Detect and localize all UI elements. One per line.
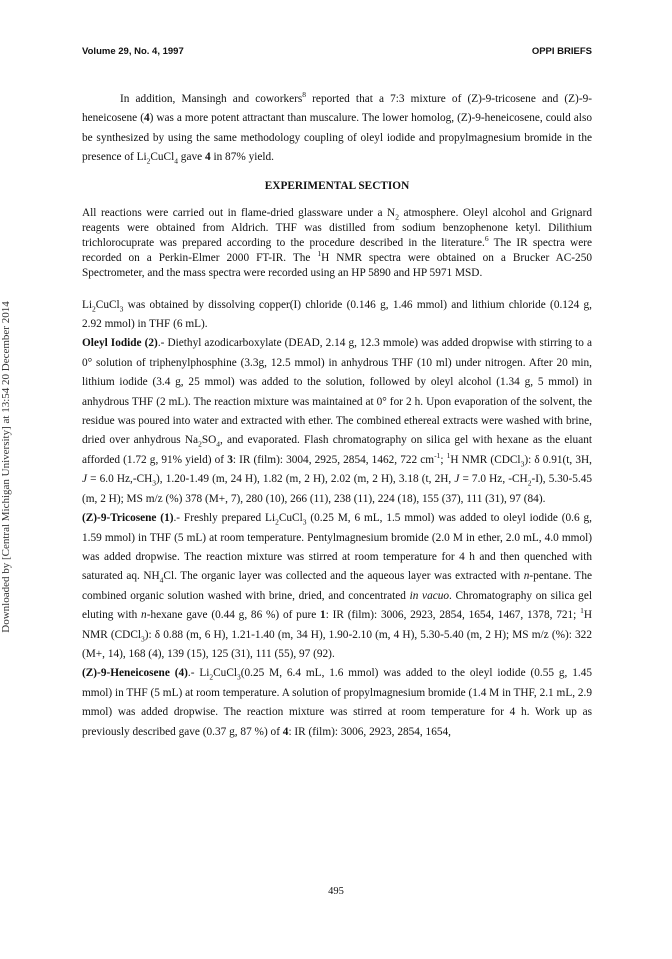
page-number: 495 <box>328 886 344 897</box>
journal-volume: Volume 29, No. 4, 1997 <box>82 46 184 57</box>
download-sidebar <box>0 0 14 959</box>
running-header <box>82 46 592 60</box>
intro-paragraph: In addition, Mansingh and coworkers$^8$ reported that a 7:3 mixture of (Z)-9-tricosene and (Z)-9-heneicosene (4) was a more potent attractant than muscalure. The lower homolog, (Z)-9-heneicosene, could also be synthesized by using the same methodology coupling of oleyl iodide and propylmagnesium bromide in the presence of $Li_2CuCl_4$ gave 4 in 87% yield. <box>82 90 592 166</box>
journal-section: OPPI BRIEFS <box>531 46 592 57</box>
oleyl-iodide-paragraph: Oleyl Iodide (2).- Diethyl azodicarboxylate (DEAD, 2.14 g, 12.3 mmole) was added dropwise with stirring to a 0° solution of triphenylphosphine (3.3g, 12.5 mmol) in anhydrous THF (10 ml) under nitrogen. After 20 min, lithium iodide (3.4 g, 25 mmol) was added to the solution, followed by oleyl alcohol (1.34 g, 5 mmol) in anhydrous THF (2 mL). The reaction mixture was maintained at 0° for 2 h. Upon evaporation of the solvent, the residue was poured into water and extracted with ether. The combined ethereal extracts were washed with brine, dried over anhydrous $Na_2SO_4$, and evaporated. Flash chromatography on silica gel with hexane as the eluant afforded (1.72 g, 91% yield) of 3: IR (film): 3004, 2925, 2854, 1462, 722 $cm^{-1}$; $^1$H NMR (CDCl$_3$): δ 0.91(t, 3H, J = 6.0 $Hz,-CH_3$), 1.20-1.49 (m, 24 H), 1.82 (m, 2 H), 2.02 (m, 2 H), 3.18 (t, 2H, J = 7.0 Hz, $-CH_2-I$), 5.30-5.45 (m, 2 H); MS m/z (%) 378 (M+, 7), 280 (10), 266 (11), 238 (11), 224 (18), 155 (37), 111 (31), 97 (84). <box>82 337 593 505</box>
oleyl-iodide-heading: Oleyl Iodide (2) <box>82 337 158 350</box>
heneicosene-heading: (Z)-9-Heneicosene (4) <box>82 667 188 680</box>
article-body <box>82 90 592 742</box>
heneicosene-paragraph: (Z)-9-Heneicosene (4).- $Li_2CuCl_3(0.25$ M, 6.4 mL, 1.6 mmol) was added to the oleyl iodide (0.55 g, 1.45 mmol) in THF (5 mL) at room temperature. A solution of propylmagnesium bromide (1.4 M in THF, 2.1 mL, 2.9 mmol) was added dropwise. The reaction mixture was stirred at room temperature for 4 h. Work up as previously described gave (0.37 g, 87 %) of 4: IR (film): 3006, 2923, 2854, 1654, <box>82 667 592 738</box>
download-note: Downloaded by [Central Michigan University] at 13:54 20 December 2014 <box>0 301 12 633</box>
general-methods-paragraph: All reactions were carried out in flame-dried glassware under a $N_2$ atmosphere. Oleyl alcohol and Grignard reagents were obtained from Aldrich. THF was distilled from sodium benzophenone ketyl. Dilithium trichlorocuprate was prepared according to the procedure described in the literature.$^6$ The IR spectra were recorded on a Perkin-Elmer 2000 FT-IR. The $^1$H NMR spectra were obtained on a Brucker AC-250 Spectrometer, and the mass spectra were recorded using an HP 5890 and HP 5971 MSD. <box>82 206 592 280</box>
cuprate-paragraph: $Li_2CuCl_3$ was obtained by dissolving copper(I) chloride (0.146 g, 1.46 mmol) and lithium chloride (0.124 g, 2.92 mmol) in THF (6 mL). <box>82 298 592 331</box>
tricosene-heading: (Z)-9-Tricosene (1) <box>82 512 174 525</box>
section-heading: EXPERIMENTAL SECTION <box>264 179 410 192</box>
tricosene-paragraph: (Z)-9-Tricosene (1).- Freshly prepared $Li_2CuCl_3$ (0.25 M, 6 mL, 1.5 mmol) was added to oleyl iodide (0.6 g, 1.59 mmol) in THF (5 mL) at room temperature. Pentylmagnesium bromide (2.0 M in ether, 2.0 mL, 4.0 mmol) was added dropwise. The reaction mixture was stirred at room temperature for 4 h and then quenched with saturated aq. $NH_4Cl$. The organic layer was collected and the aqueous layer was extracted with n-pentane. The combined organic solution washed with brine, dried, and concentrated in vacuo. Chromatography on silica gel eluting with n-hexane gave (0.44 g, 86 %) of pure 1: IR (film): 3006, 2923, 2854, 1654, 1467, 1378, 721; $^1$H NMR (CDCl$_3$): δ 0.88 (m, 6 H), 1.21-1.40 (m, 34 H), 1.90-2.10 (m, 4 H), 5.30-5.40 (m, 2 H); MS m/z (%): 322 (M+, 14), 168 (4), 139 (15), 125 (31), 111 (55), 97 (92). <box>82 512 592 660</box>
